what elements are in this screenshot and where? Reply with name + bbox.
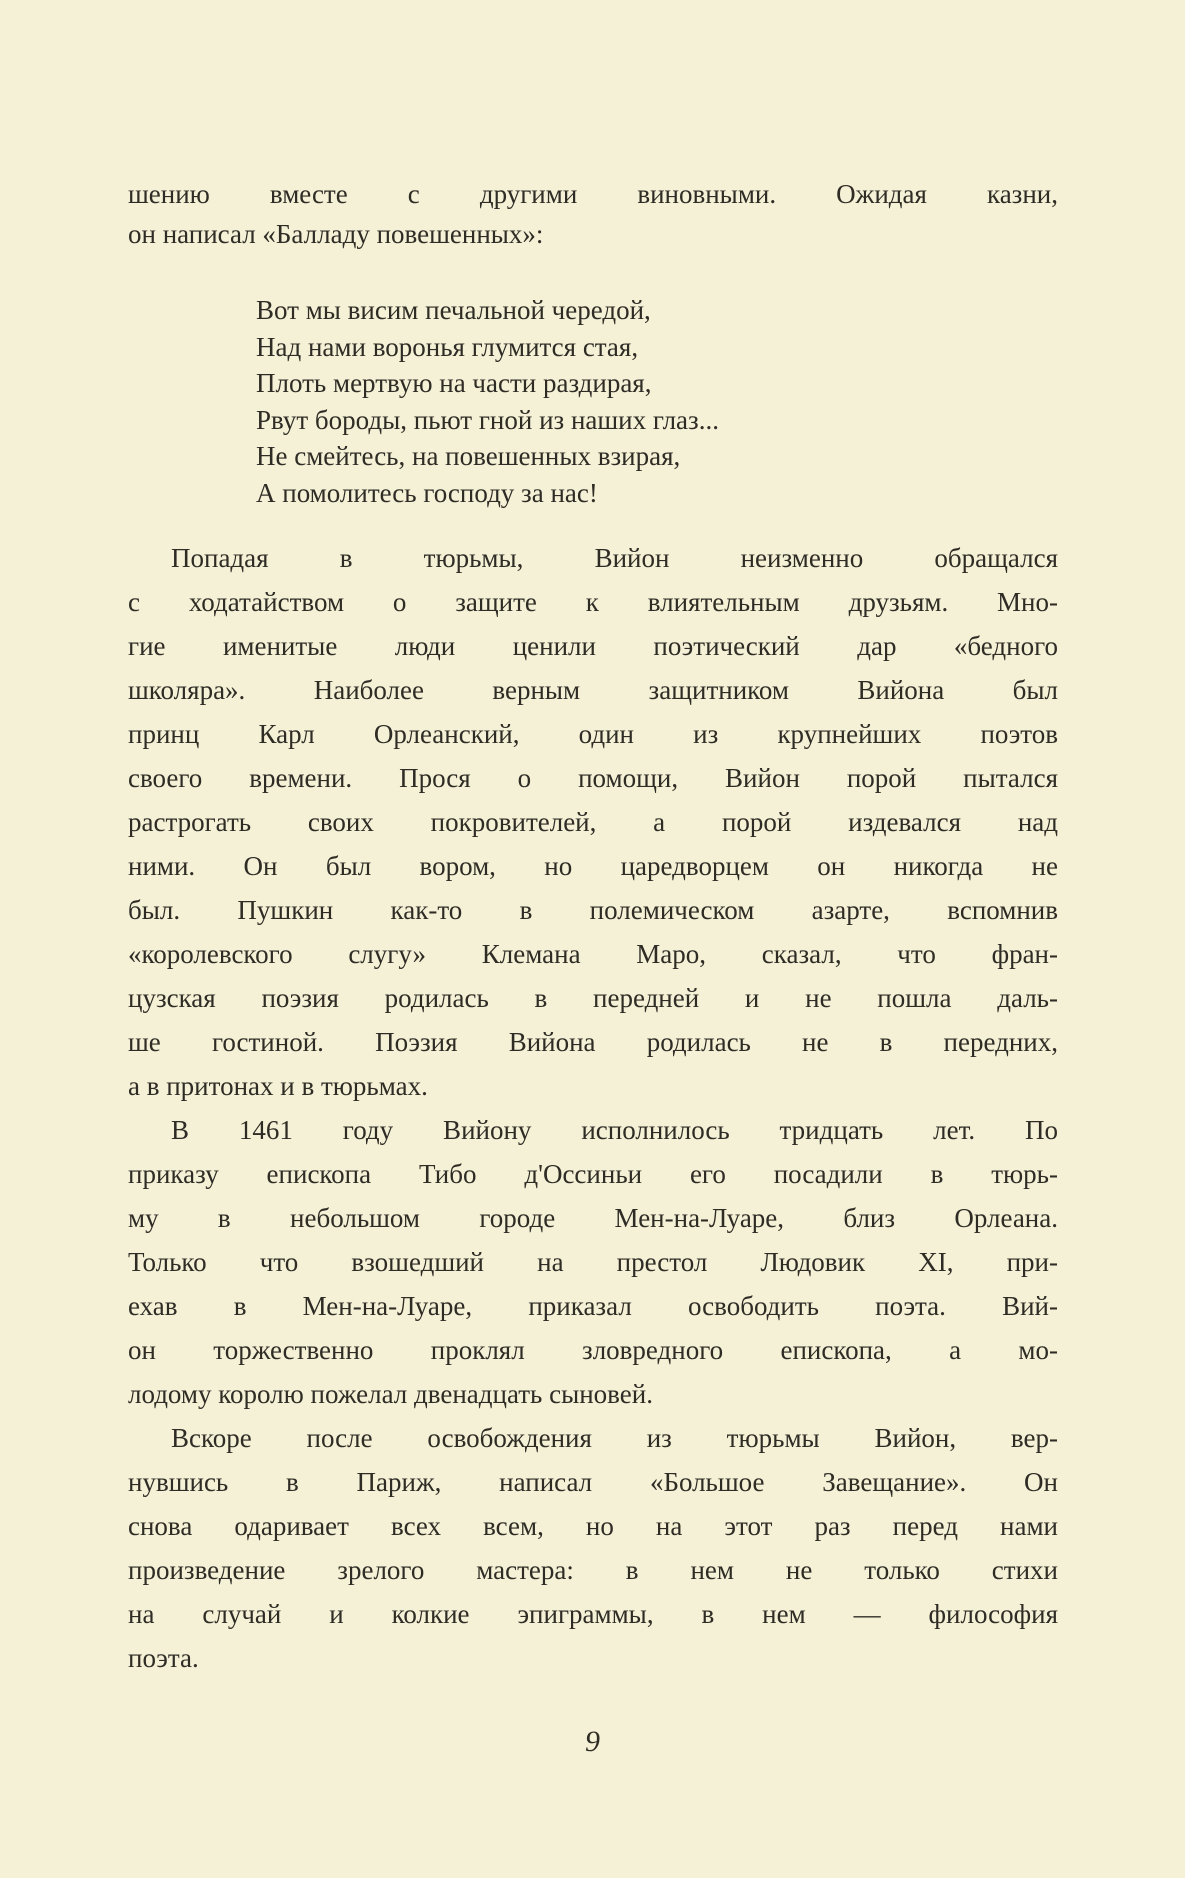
poem-ballad-of-the-hanged [256,292,719,511]
text-line: своего времени. Прося о помощи, Вийон порой пытался [128,763,1058,793]
text-line: шению вместе с другими виновными. Ожидая казни, [128,179,1058,209]
text-line: он написал «Балладу повешенных»: [128,219,544,249]
text-line: ехав в Мен-на-Луаре, приказал освободить поэта. Вий- [128,1291,1058,1321]
text-line: с ходатайством о защите к влиятельным друзьям. Мно- [128,587,1058,617]
text-line: гие именитые люди ценили поэтический дар «бедного [128,631,1058,661]
text-line: Попадая в тюрьмы, Вийон неизменно обращался [171,543,1058,573]
text-line: Вскоре после освобождения из тюрьмы Вийон, вер- [171,1423,1058,1453]
text-line: лодому королю пожелал двенадцать сыновей. [128,1379,653,1409]
text-line: Только что взошедший на престол Людовик XI, при- [128,1247,1058,1277]
text-line: снова одаривает всех всем, но на этот раз перед нами [128,1511,1058,1541]
text-line: произведение зрелого мастера: в нем не только стихи [128,1555,1058,1585]
text-line: школяра». Наиболее верным защитником Вийона был [128,675,1058,705]
text-line: ше гостиной. Поэзия Вийона родилась не в передних, [128,1027,1058,1057]
text-line: цузская поэзия родилась в передней и не пошла даль- [128,983,1058,1013]
poem-line: Рвут бороды, пьют гной из наших глаз... [256,404,719,435]
poem-line: Вот мы висим печальной чередой, [256,295,651,325]
text-line: нувшись в Париж, написал «Большое Завещание». Он [128,1467,1058,1497]
text-line: поэта. [128,1643,199,1673]
poem-line: А помолитесь господу за нас! [256,477,598,508]
poem-line: Над нами воронья глумится стая, [256,331,639,362]
paragraph-great-testament [128,1416,1058,1680]
text-line: растрогать своих покровителей, а порой издевался над [128,807,1058,837]
text-line: му в небольшом городе Мен-на-Луаре, близ Орлеана. [128,1203,1058,1233]
paragraph-1461 [128,1108,1058,1416]
text-line: он торжественно проклял зловредного епископа, а мо- [128,1335,1058,1365]
text-line: на случай и колкие эпиграммы, в нем — философия [128,1599,1058,1629]
paragraph-prisons [128,536,1058,1108]
poem-line: Плоть мертвую на части раздирая, [256,368,652,398]
text-line: а в притонах и в тюрьмах. [128,1071,428,1101]
text-line: «королевского слугу» Клемана Маро, сказал, что фран- [128,939,1058,969]
text-line: ними. Он был вором, но царедворцем он никогда не [128,851,1058,881]
text-column [128,172,1058,256]
text-line: был. Пушкин как-то в полемическом азарте, вспомнив [128,895,1058,925]
poem-line: Не смейтесь, на повешенных взирая, [256,441,681,471]
text-line: приказу епископа Тибо д'Оссиньи его посадили в тюрь- [128,1159,1058,1189]
text-line: В 1461 году Вийону исполнилось тридцать лет. По [171,1115,1058,1145]
text-line: принц Карл Орлеанский, один из крупнейших поэтов [128,719,1058,749]
page-number: 9 [585,1725,600,1758]
